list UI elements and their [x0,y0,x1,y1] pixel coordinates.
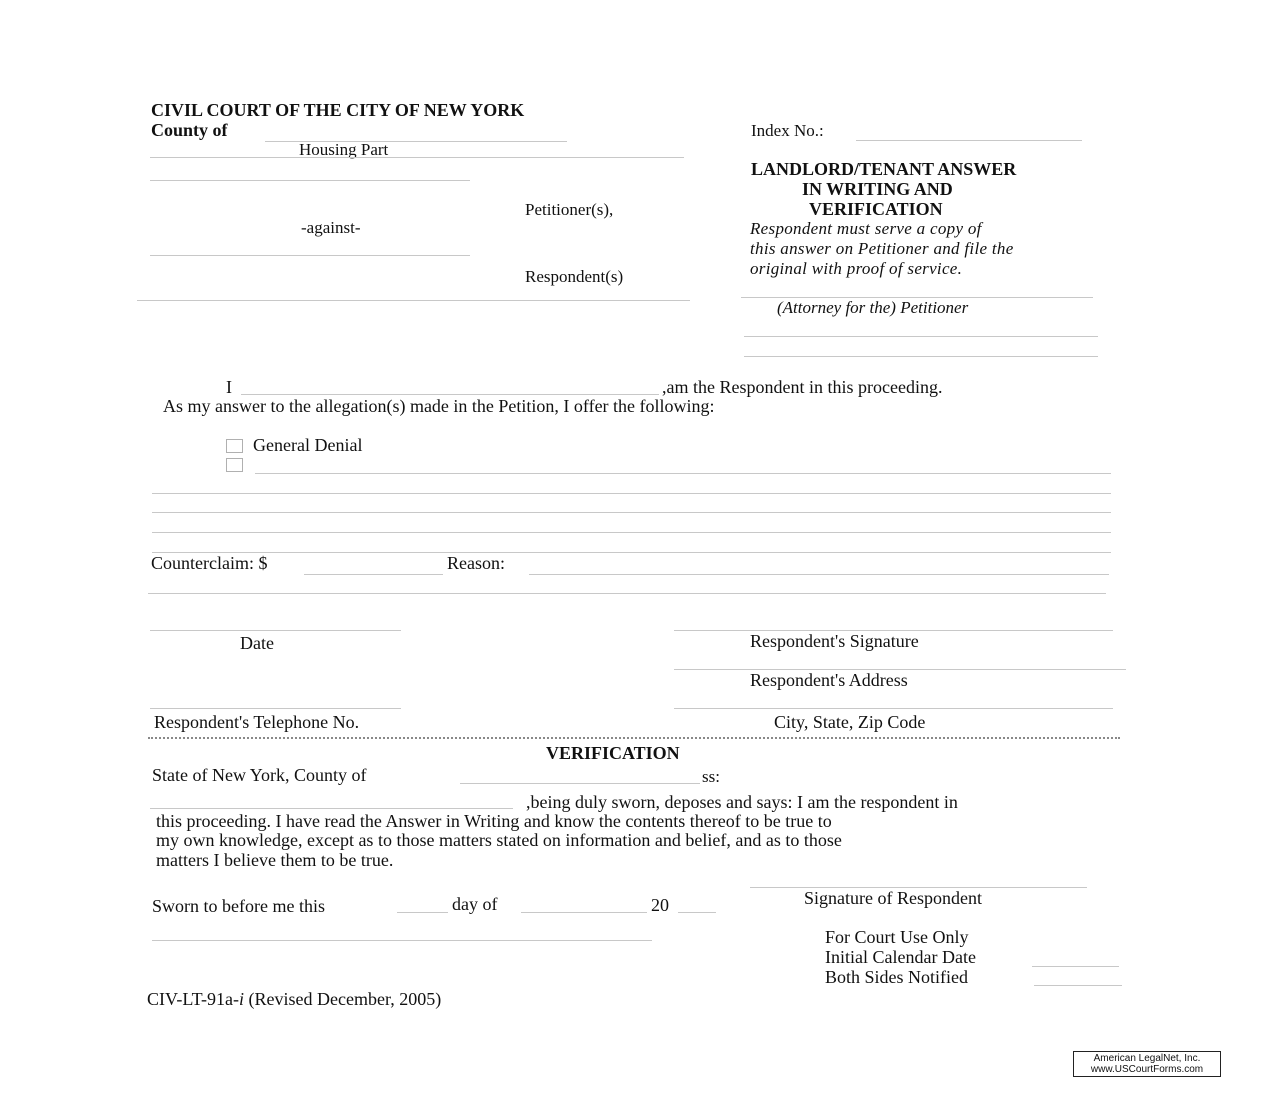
respondent-name-answer-field[interactable] [241,394,659,395]
city-state-zip-field[interactable] [674,708,1113,709]
ss-label: ss: [702,767,720,786]
other-defense-checkbox[interactable] [226,458,243,472]
sworn-line2: this proceeding. I have read the Answer in Writing and know the contents thereof to be true to [156,811,832,831]
city-state-zip-label: City, State, Zip Code [774,712,926,732]
petitioner-name-field[interactable] [150,180,470,181]
caption-divider-bottom [137,300,690,301]
petitioner-label: Petitioner(s), [525,200,614,219]
reason-field-line-2[interactable] [148,593,1106,594]
year-prefix-label: 20 [651,895,669,915]
initial-calendar-date-field[interactable] [1032,966,1119,967]
reason-field[interactable] [529,574,1109,575]
verification-heading: VERIFICATION [546,743,680,763]
index-no-field[interactable] [856,140,1082,141]
instructions-line3: original with proof of service. [750,259,963,278]
counterclaim-amount-field[interactable] [304,574,443,575]
form-title-line2: IN WRITING AND [802,179,953,199]
verification-county-field[interactable] [460,783,700,784]
both-sides-notified-field[interactable] [1034,985,1122,986]
index-no-label: Index No.: [751,121,824,140]
attorney-address-field[interactable] [744,336,1098,337]
form-number [147,989,441,1010]
section-divider-dotted [148,737,1120,739]
sworn-line1: ,being duly sworn, deposes and says: I am the respondent in [526,792,958,812]
form-revision: (Revised December, 2005) [244,989,442,1009]
respondent-signature-label: Respondent's Signature [750,631,919,651]
caption-divider-top [150,157,684,158]
respondent-label: Respondent(s) [525,267,624,286]
respondent-statement: ,am the Respondent in this proceeding. [662,377,943,397]
other-defense-line-5[interactable] [152,552,1111,553]
notary-signature-field[interactable] [152,940,652,941]
telephone-field[interactable] [150,708,401,709]
court-title: CIVIL COURT OF THE CITY OF NEW YORK [151,100,525,120]
general-denial-checkbox[interactable] [226,439,243,453]
day-of-label: day of [452,894,498,914]
publisher-box [1073,1051,1221,1077]
both-sides-notified-label: Both Sides Notified [825,967,968,987]
telephone-label: Respondent's Telephone No. [154,712,360,732]
sworn-month-field[interactable] [521,912,647,913]
court-use-heading: For Court Use Only [825,927,969,947]
instructions-line1: Respondent must serve a copy of [750,219,982,238]
date-label: Date [240,633,274,653]
reason-label: Reason: [447,553,505,573]
sworn-year-field[interactable] [678,912,716,913]
counterclaim-label: Counterclaim: $ [151,553,268,573]
sworn-line3: my own knowledge, except as to those matters stated on information and belief, and as to those [156,830,842,850]
sworn-line4: matters I believe them to be true. [156,850,394,870]
sworn-before-label: Sworn to before me this [152,896,325,916]
publisher-line2[interactable]: www.USCourtForms.com [1090,1064,1204,1075]
other-defense-line-4[interactable] [152,532,1111,533]
county-label: County of [151,120,228,140]
form-code: CIV-LT-91a- [147,989,240,1009]
allegation-statement: As my answer to the allegation(s) made in the Petition, I offer the following: [163,396,715,416]
sworn-day-field[interactable] [397,912,448,913]
respondent-address-label: Respondent's Address [750,670,908,690]
other-defense-line-1[interactable] [255,473,1111,474]
respondent-name-field[interactable] [150,255,470,256]
form-title-line1: LANDLORD/TENANT ANSWER [751,159,1017,179]
form-code-suffix: i [239,989,245,1009]
other-defense-line-2[interactable] [152,493,1111,494]
housing-part-label: Housing Part [299,140,389,159]
state-county-label: State of New York, County of [152,765,367,785]
i-label: I [226,377,232,397]
publisher-line1: American LegalNet, Inc. [1093,1053,1201,1064]
against-label: -against- [301,218,361,237]
signature-of-respondent-label: Signature of Respondent [804,888,982,908]
other-defense-line-3[interactable] [152,512,1111,513]
attorney-phone-field[interactable] [744,356,1098,357]
date-field[interactable] [150,630,401,631]
form-title-line3: VERIFICATION [809,199,943,219]
initial-calendar-date-label: Initial Calendar Date [825,947,976,967]
instructions-line2: this answer on Petitioner and file the [750,239,1014,258]
general-denial-label: General Denial [253,435,363,455]
deponent-name-field[interactable] [150,808,513,809]
attorney-label: (Attorney for the) Petitioner [777,298,969,317]
